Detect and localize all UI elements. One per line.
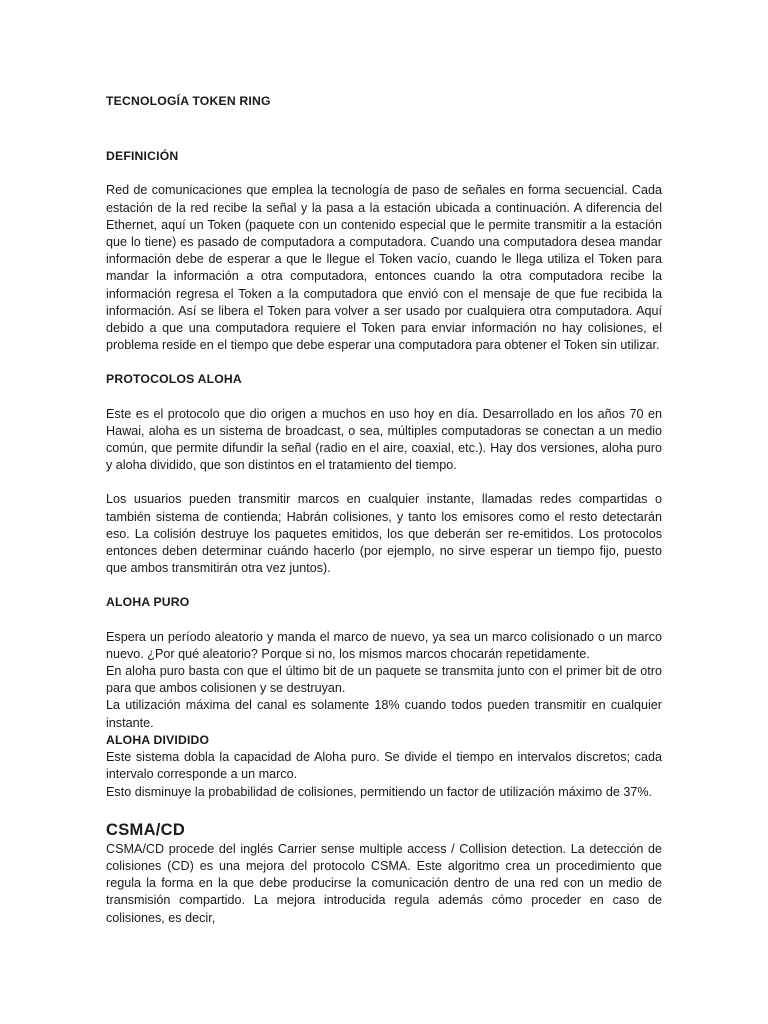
paragraph-aloha-puro-2: En aloha puro basta con que el último bit de un paquete se transmita junto con el primer bit de otro para que ambos colisionen y se destruyan. [106, 664, 662, 696]
paragraph-protocolos-aloha-1: Este es el protocolo que dio origen a muchos en uso hoy en día. Desarrollado en los años 70 en Hawai, aloha es un sistema de broadcast, o sea, múltiples computadoras se conectan a un medio común, que permite difundir la señal (radio en el aire, coaxial, etc.). Hay dos versiones, aloha puro y aloha dividido, que son distintos en el tratamiento del tiempo. [106, 406, 662, 473]
document-title: TECNOLOGÍA TOKEN RING [106, 94, 271, 108]
section-heading-definicion: DEFINICIÓN [106, 149, 179, 164]
section-heading-csma-cd: CSMA/CD [106, 820, 186, 839]
section-heading-protocolos-aloha: PROTOCOLOS ALOHA [106, 372, 242, 387]
paragraph-protocolos-aloha-2: Los usuarios pueden transmitir marcos en cualquier instante, llamadas redes compartidas o también sistema de contienda; Habrán colisiones, y tanto los emisores como el resto detectarán eso. La colisión destruye los paquetes emitidos, los que deberán ser re-emitidos. Los protocolos entonces deben determinar cuándo hacerlo (por ejemplo, no sirve esperar un tiempo fijo, puesto que ambos transmitirán otra vez juntos). [106, 492, 662, 576]
section-heading-aloha-dividido: ALOHA DIVIDIDO [106, 732, 210, 747]
paragraph-csma-cd: CSMA/CD procede del inglés Carrier sense multiple access / Collision detection. La detección de colisiones (CD) es una mejora del protocolo CSMA. Este algoritmo crea un procedimiento que regula la forma en la que debe producirse la comunicación dentro de una red con un medio de transmisión compartido. La mejora introducida regula además cómo proceder en caso de colisiones, es decir, [106, 841, 662, 925]
document-body [106, 93, 662, 927]
paragraph-definicion: Red de comunicaciones que emplea la tecnología de paso de señales en forma secuencial. Cada estación de la red recibe la señal y la pasa a la estación ubicada a continuación. A diferencia del Ethernet, aquí un Token (paquete con un contenido especial que le permite transmitir a la estación que lo tiene) es pasado de computadora a computadora. Cuando una computadora desea mandar información debe de esperar a que le llegue el Token vacío, cuando le llega utiliza el Token para mandar la información a otra computadora, entonces cuando la otra computadora recibe la información regresa el Token a la computadora que envió con el mensaje de que fue recibida la información. Así se libera el Token para volver a ser usado por cualquiera otra computadora. Aquí debido a que una computadora requiere el Token para enviar información no hay colisiones, el problema reside en el tiempo que debe esperar una computadora para obtener el Token sin utilizar. [106, 183, 662, 353]
paragraph-aloha-dividido-1: Este sistema dobla la capacidad de Aloha puro. Se divide el tiempo en intervalos discretos; cada intervalo corresponde a un marco. [106, 750, 662, 782]
section-heading-aloha-puro: ALOHA PURO [106, 595, 190, 610]
paragraph-aloha-puro-1: Espera un período aleatorio y manda el marco de nuevo, ya sea un marco colisionado o un marco nuevo. ¿Por qué aleatorio? Porque si no, los mismos marcos chocarán repetidamente. [106, 629, 662, 661]
paragraph-aloha-dividido-2: Esto disminuye la probabilidad de colisiones, permitiendo un factor de utilización máximo de 37%. [106, 784, 653, 799]
paragraph-aloha-puro-3: La utilización máxima del canal es solamente 18% cuando todos pueden transmitir en cualquier instante. [106, 698, 662, 730]
